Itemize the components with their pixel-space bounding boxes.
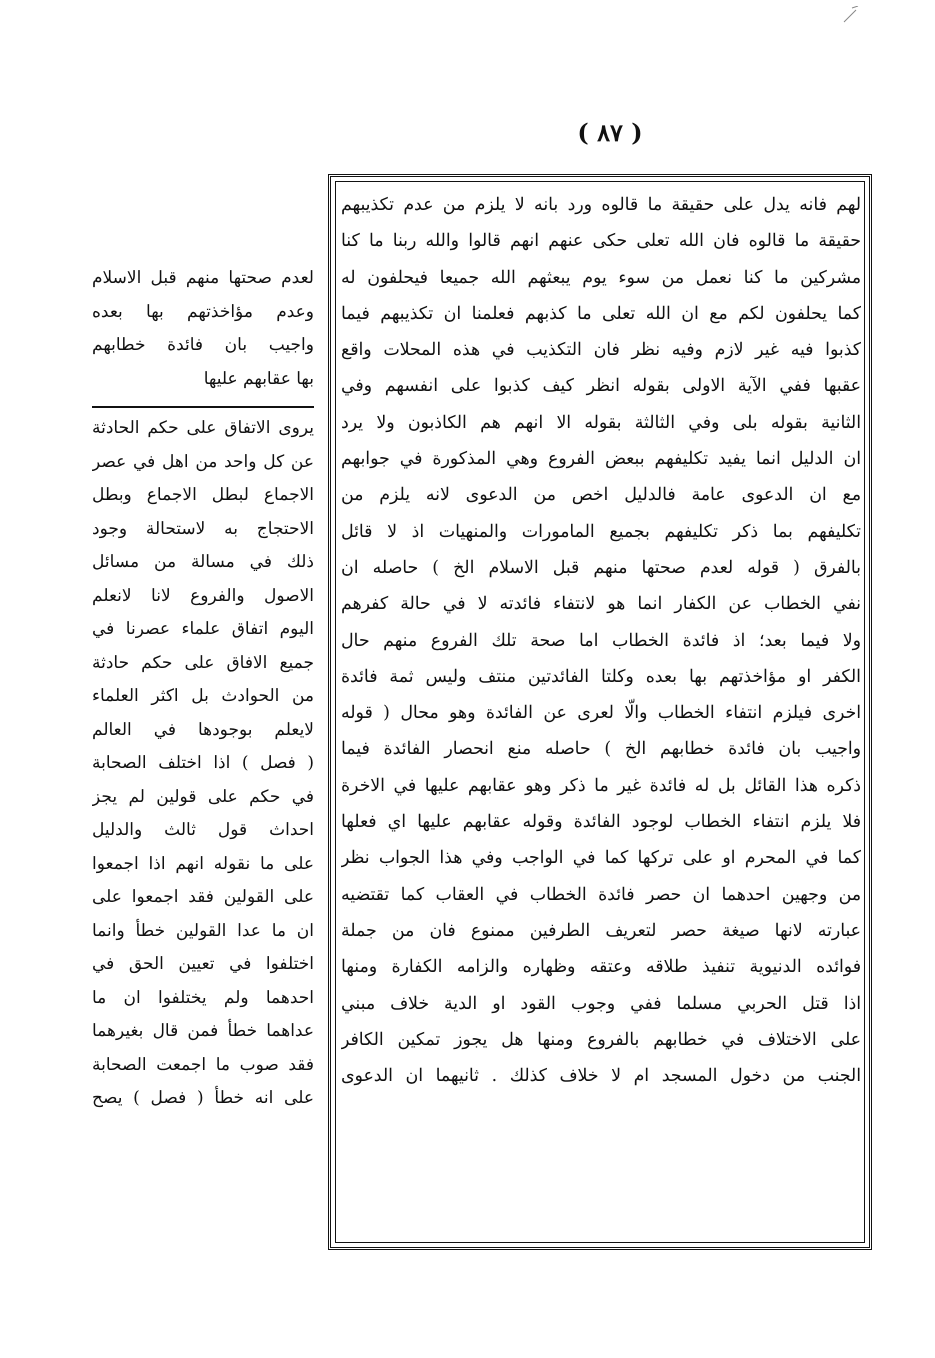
main-text-line: عقبها ففي الآية الاولى بقوله انظر كيف كذبوا على انفسهم وفي	[341, 376, 861, 397]
main-text-line: مع ان الدعوى عامة فالدليل اخص من الدعوى لانه يلزم من	[341, 485, 861, 506]
main-text-line: واجيب بان فائدة خطابهم الخ ) حاصله منع انحصار الفائدة فيما	[341, 739, 861, 760]
side-bottom-line: احدهما ولم يختلفوا ان ما	[92, 987, 314, 1008]
side-bottom-line: جميع الافاق على حكم حادثة	[92, 652, 314, 673]
main-text-line: ولا فيما بعد؛ اذ فائدة الخطاب اما صحة تلك الفروع منهم حال	[341, 630, 861, 651]
side-bottom-line: ان ما عدا القولين خطأ وانما	[92, 920, 314, 941]
side-bottom-line: فقد صوب ما اجمعت الصحابة	[92, 1054, 314, 1075]
main-text-line: فلا يلزم انتفاء الخطاب لوجود الفائدة وقوله عقابهم عليها اي فعلها	[341, 812, 861, 833]
side-bottom-line: ذلك في مسالة من مسائل	[92, 552, 314, 572]
main-text-line: اذا قتل الحربي مسلما ففي وجوب القود او الدية خلاف مبني	[341, 993, 861, 1014]
side-bottom-line: احداث قول ثالث والدليل	[92, 820, 314, 840]
side-bottom-line: لايعلم بوجودها في العالم	[92, 719, 314, 740]
side-bottom-line: على انه خطأ ( فصل ) يصح	[92, 1088, 314, 1108]
side-bottom-line: اليوم اتفاق علماء عصرنا في	[92, 619, 314, 639]
side-bottom-line: عن كل واحد من اهل في عصر	[92, 451, 314, 472]
main-text-line: اخرى فيلزم انتفاء الخطاب والّا لعرى عن الفائدة وهو محال ( قوله	[341, 703, 861, 724]
side-bottom-line: في حكم على قولين لم يجز	[92, 786, 314, 807]
page-number: ( ٨٧ )	[577, 118, 643, 147]
side-bottom-line: الاصول والفروع لانا لانعلم	[92, 585, 314, 606]
side-divider	[92, 406, 314, 408]
main-text-line: لهم فانه يدل على حقيقة ما قالوه ورد بانه لا يلزم من عدم تكذيبهم	[341, 195, 861, 215]
main-text-line: من وجهين احدهما ان حصر فائدة الخطاب في العقاب كما تقتضيه	[341, 884, 861, 905]
side-bottom-line: الاحتجاج به لاستحالة وجود	[92, 518, 314, 539]
main-text-line: مشركين ما كنا نعمل من سوء يوم يبعثهم الله جميعا فيحلفون له	[341, 267, 861, 288]
side-bottom-line: الاجماع لبطل الاجماع وبطل	[92, 485, 314, 505]
side-bottom-line: على ما نقوله انهم اذا اجمعوا	[92, 853, 314, 874]
main-text-line: حقيقة ما قالوه فان الله تعلى حكى عنهم انهم قالوا والله ربنا ما كنا	[341, 231, 861, 252]
main-text-line: عبارته لانها صيغة حصر لتعريف الطرفين ممنوع فان من جملة	[341, 920, 861, 941]
side-top-line: لعدم صحتها منهم قبل الاسلام	[92, 268, 314, 288]
side-bottom-line: من الحوادث بل اكثر العلماء	[92, 686, 314, 706]
main-text-line: ان الدليل انما يفيد تكليفهم ببعض الفروع وهي المذكورة في جوابهم	[341, 449, 861, 470]
main-text-line: الكفر او مؤاخذتهم بها بعده وكلتا الفائدتين منتف وليس ثمة فائدة	[341, 666, 861, 687]
main-text-line: ذكره هذا القائل بل له فائدة غير ما ذكر وهو عقابهم عليها في الاخرة	[341, 775, 861, 796]
side-commentary-bottom	[92, 412, 314, 1116]
main-text-line: نفي الخطاب عن الكفار انما هو لانتفاء فائدته لا في حالة كفرهم	[341, 594, 861, 615]
main-text-line: كذبوا فيه غير لازم وفيه نظر فان التكذيب في هذه المحلات واقع	[341, 340, 861, 361]
side-bottom-line: على القولين فقد اجمعوا على	[92, 887, 314, 907]
main-text-line: كما يحلفون لكم مع ان الله تعلى ما كذبهم فعلمنا ان تكذيبهم فيما	[341, 303, 861, 324]
side-bottom-line: اختلفوا في تعيين الحق في	[92, 954, 314, 974]
main-text-line: الجنب من دخول المسجد ام لا خلاف كذلك . ثانيهما ان الدعوى	[341, 1066, 861, 1087]
main-text-body	[341, 187, 861, 1094]
side-top-line: واجيب بان فائدة خطابهم	[92, 335, 314, 355]
main-text-line: بالفرق ( قوله لعدم صحتها منهم قبل الاسلام الخ ) حاصله ان	[341, 557, 861, 578]
side-bottom-line: ( فصل ) اذا اختلف الصحابة	[92, 753, 314, 773]
main-text-line: فوائده الدنيوية تنفيذ طلاقه وعتقه وظهاره والزامه الكفارة ومنها	[341, 957, 861, 978]
main-text-line: تكليفهم بما ذكر تكليفهم بجميع المامورات والمنهيات اذ لا قائل	[341, 521, 861, 542]
main-text-line: الثانية بقوله بلى وفي الثالثة بقوله الا انهم هم الكاذبون ولا يرد	[341, 412, 861, 433]
side-top-line: بها عقابهم عليها	[203, 368, 314, 389]
main-text-line: على الاختلاف في خطابهم بالفروع ومنها هل يجوز تمكين الكافر	[341, 1029, 861, 1050]
corner-scribble	[842, 6, 862, 24]
main-text-line: كما في المحرم او على تركها كما في الواجب وفي هذا الجواب نظر	[341, 848, 861, 869]
side-bottom-line: يروى الاتفاق على حكم الحادثة	[92, 418, 314, 438]
main-text-frame	[328, 174, 872, 1250]
side-bottom-line: عداهما خطأ فمن قال بغيرهما	[92, 1021, 314, 1041]
side-commentary-top	[92, 262, 314, 396]
side-top-line: وعدم مؤاخذتهم بها بعده	[92, 301, 314, 322]
